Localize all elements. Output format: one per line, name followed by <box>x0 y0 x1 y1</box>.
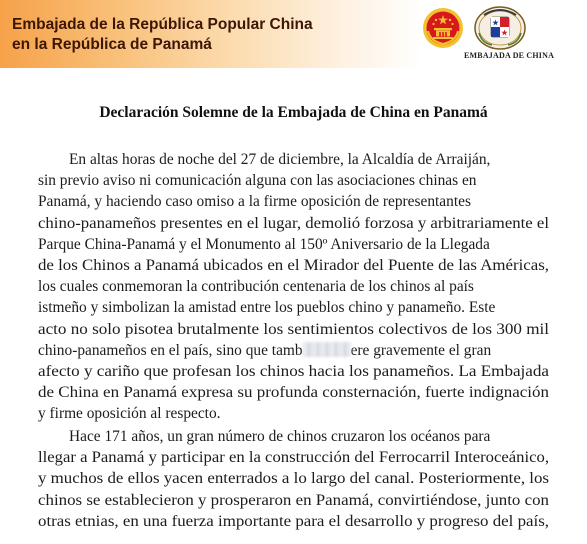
paragraph-line: Panamá, y haciendo caso omiso a la firme oposición de representantes <box>38 193 471 211</box>
paragraph-fragment: chino-panameños en el país, sino que tamb <box>38 341 303 359</box>
paragraph-line: istmeño y simbolizan la amistad entre los pueblos chino y panameño. Este <box>38 299 496 317</box>
paragraph-line: sin previo aviso ni comunicación alguna con las asociaciones chinas en <box>38 172 477 190</box>
embassy-seal-icon <box>470 3 530 51</box>
paragraph-line: llegar a Panamá y participar en la construcción del Ferrocarril Interoceánico, <box>38 449 549 467</box>
paragraph-line: de China en Panamá expresa su profunda consternación, fuerte indignación <box>38 384 549 402</box>
redaction-blur <box>303 342 351 357</box>
seal-caption: EMBAJADA DE CHINA <box>464 51 555 60</box>
embassy-name-line-1: Embajada de la República Popular China <box>12 16 313 33</box>
paragraph-line-redacted <box>38 340 549 361</box>
embassy-name <box>12 15 342 55</box>
paragraph-line: Hace 171 años, un gran número de chinos cruzaron los océanos para <box>69 428 491 445</box>
embassy-name-line-2: en la República de Panamá <box>12 36 212 53</box>
paragraph-line: y firme oposición al respecto. <box>38 405 221 423</box>
paragraph-line: acto no solo pisotea brutalmente los sentimientos colectivos de los 300 mil <box>38 320 549 338</box>
paragraph-line: En altas horas de noche del 27 de diciembre, la Alcaldía de Arraiján, <box>69 151 491 168</box>
paragraph-line: Parque China-Panamá y el Monumento al 150º Aniversario de la Llegada <box>38 235 490 253</box>
paragraph-line: chino-panameños presentes en el lugar, demolió forzosa y arbitrariamente el <box>38 214 549 232</box>
paragraph-fragment: ere gravemente el gran <box>350 341 492 359</box>
paragraph-1 <box>38 149 549 425</box>
paragraph-line: y muchos de ellos yacen enterrados a lo largo del canal. Posteriormente, los <box>38 470 549 488</box>
paragraph-line: afecto y cariño que profesan los chinos hacia los panameños. La Embajada <box>38 363 549 381</box>
declaration-title: Declaración Solemne de la Embajada de China en Panamá <box>99 104 488 121</box>
paragraph-line: de los Chinos a Panamá ubicados en el Mirador del Puente de las Américas, <box>38 257 549 275</box>
paragraph-line: chinos se establecieron y prosperaron en Panamá, convirtiéndose, junto con <box>38 491 549 509</box>
national-emblem-icon <box>422 7 464 49</box>
paragraph-line: otras etnias, en una fuerza importante para el desarrollo y progreso del país, <box>38 512 549 530</box>
paragraph-line: los cuales conmemoran la contribución centenaria de los chinos al país <box>38 278 474 296</box>
embassy-header-banner <box>0 0 587 68</box>
paragraph-2 <box>38 426 549 532</box>
